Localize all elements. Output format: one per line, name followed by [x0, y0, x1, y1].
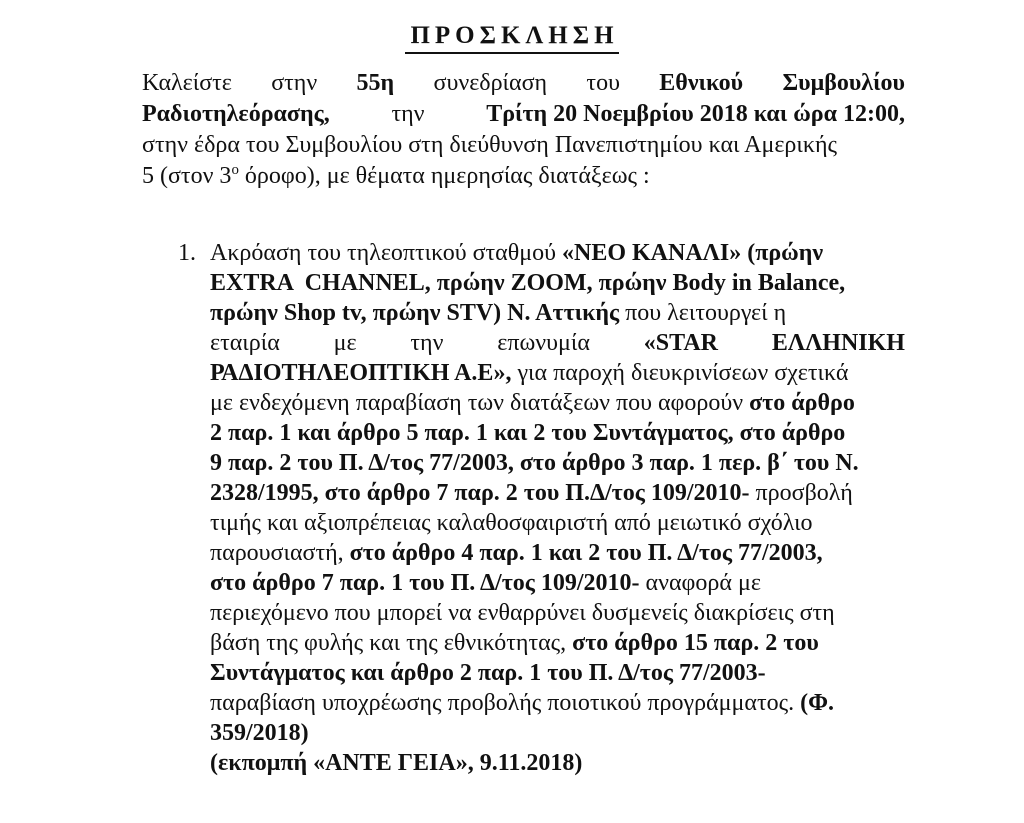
agenda-l4-company-name-part-2: ΕΛΛΗΝΙΚΗ: [771, 329, 905, 356]
agenda-l4-word-2: με: [333, 329, 357, 356]
intro-line-4: [142, 161, 905, 192]
agenda-line-14: [210, 628, 905, 658]
intro-line-1: [142, 68, 905, 99]
agenda-l4-word-4: επωνυμία: [497, 329, 590, 356]
invitation-intro-paragraph: [142, 68, 905, 192]
agenda-line-3: [210, 298, 905, 328]
agenda-item-1-marker: 1.: [178, 239, 196, 266]
agenda-l2-former-names: EXTRA CHANNEL, πρώην ZOOM, πρώην Body in Balance,: [210, 269, 846, 296]
intro-l1-session-number: 55η: [356, 69, 395, 96]
agenda-l3-bold: πρώην Shop tv, πρώην STV) Ν. Αττικής: [210, 299, 626, 326]
agenda-line-10: τιμής και αξιοπρέπειας καλαθοσφαιριστή από μειωτικό σχόλιο: [210, 509, 813, 536]
agenda-line-15: [210, 658, 905, 688]
agenda-line-8: [210, 448, 905, 478]
agenda-line-13: περιεχόμενο που μπορεί να ενθαρρύνει δυσμενείς διακρίσεις στη: [210, 599, 835, 626]
intro-l2-word-2: την: [391, 100, 425, 127]
agenda-line-5: [210, 358, 905, 388]
page-title: ΠΡΟΣΚΛΗΣΗ: [405, 22, 618, 54]
agenda-l16-file-ref-start: (Φ.: [800, 689, 834, 716]
agenda-line-17: [210, 718, 905, 748]
agenda-l18-broadcast-reference: (εκπομπή «ΑΝΤΕ ΓΕΙΑ», 9.11.2018): [210, 749, 583, 776]
agenda-l4-word-1: εταιρία: [210, 329, 280, 356]
agenda-l4-company-name-part-1: «STAR: [643, 329, 719, 356]
intro-l2-datetime: Τρίτη 20 Νοεμβρίου 2018 και ώρα 12:00,: [486, 100, 905, 127]
intro-line-2: [142, 99, 905, 130]
intro-line-3: στην έδρα του Συμβουλίου στη διεύθυνση Πανεπιστημίου και Αμερικής: [142, 131, 838, 158]
agenda-line-7: [210, 418, 905, 448]
intro-l1-word-7: Συμβουλίου: [782, 69, 905, 96]
agenda-line-9: [210, 478, 905, 508]
agenda-line-12: [210, 568, 905, 598]
agenda-l17-file-ref-number: 359/2018): [210, 719, 309, 746]
intro-l1-word-6: Εθνικού: [659, 69, 744, 96]
agenda-l11-legal-reference: στο άρθρο 4 παρ. 1 και 2 του Π. Δ/τος 77/2003,: [349, 539, 823, 566]
agenda-l6-bold: στο άρθρο: [749, 389, 855, 416]
agenda-l8-legal-reference: 9 παρ. 2 του Π. Δ/τος 77/2003, στο άρθρο 3 παρ. 1 περ. β΄ του Ν.: [210, 449, 859, 476]
agenda-l3-regular: που λειτουργεί η: [625, 299, 787, 326]
intro-l4-ordinal-suffix: ο: [231, 161, 239, 178]
agenda-l16-regular: παραβίαση υποχρέωσης προβολής ποιοτικού προγράμματος.: [210, 689, 801, 716]
agenda-l14-regular: βάση της φυλής και της εθνικότητας,: [210, 629, 573, 656]
agenda-l12-regular: αναφορά με: [639, 569, 761, 596]
intro-l4-suffix: όροφο), με θέματα ημερησίας διατάξεως :: [238, 162, 650, 189]
agenda-l5-regular: για παροχή διευκρινίσεων σχετικά: [511, 359, 849, 386]
intro-l1-word-2: στην: [271, 69, 318, 96]
intro-l4-prefix: 5 (στον 3: [142, 162, 232, 189]
agenda-l9-regular: προσβολή: [749, 479, 853, 506]
agenda-line-4: [210, 328, 905, 358]
agenda-l14-legal-reference: στο άρθρο 15 παρ. 2 του: [572, 629, 819, 656]
agenda-l15-legal-reference: Συντάγματος και άρθρο 2 παρ. 1 του Π. Δ/τος 77/2003-: [210, 659, 766, 686]
agenda-l12-legal-reference: στο άρθρο 7 παρ. 1 του Π. Δ/τος 109/2010-: [210, 569, 640, 596]
agenda-line-6: [210, 388, 905, 418]
agenda-line-18: [210, 748, 905, 778]
agenda-l1-regular: Ακρόαση του τηλεοπτικού σταθμού: [210, 239, 562, 266]
agenda-l4-word-3: την: [410, 329, 444, 356]
agenda-l5-company-name-part-3: ΡΑΔΙΟΤΗΛΕΟΠΤΙΚΗ Α.Ε»,: [210, 359, 512, 386]
agenda-list: [178, 238, 905, 778]
agenda-line-11: [210, 538, 905, 568]
agenda-line-1: [210, 238, 905, 268]
agenda-l11-regular: παρουσιαστή,: [210, 539, 350, 566]
agenda-item-1-body: [210, 238, 905, 778]
agenda-l7-legal-reference: 2 παρ. 1 και άρθρο 5 παρ. 1 και 2 του Συντάγματος, στο άρθρο: [210, 419, 846, 446]
agenda-l1-station-name: «ΝΕΟ ΚΑΝΑΛΙ» (πρώην: [561, 239, 824, 266]
agenda-l6-regular: με ενδεχόμενη παραβίαση των διατάξεων που αφορούν: [210, 389, 750, 416]
intro-l1-word-1: Καλείστε: [142, 69, 232, 96]
intro-l2-council-name: Ραδιοτηλεόρασης,: [142, 100, 330, 127]
agenda-item-1: [178, 238, 905, 778]
agenda-l9-bold: 2328/1995, στο άρθρο 7 παρ. 2 του Π.Δ/τος 109/2010-: [210, 479, 750, 506]
page-title-container: [0, 0, 1024, 54]
intro-l1-word-4: συνεδρίαση: [433, 69, 548, 96]
agenda-line-2: [210, 268, 905, 298]
agenda-line-16: [210, 688, 905, 718]
intro-l1-word-5: του: [586, 69, 620, 96]
